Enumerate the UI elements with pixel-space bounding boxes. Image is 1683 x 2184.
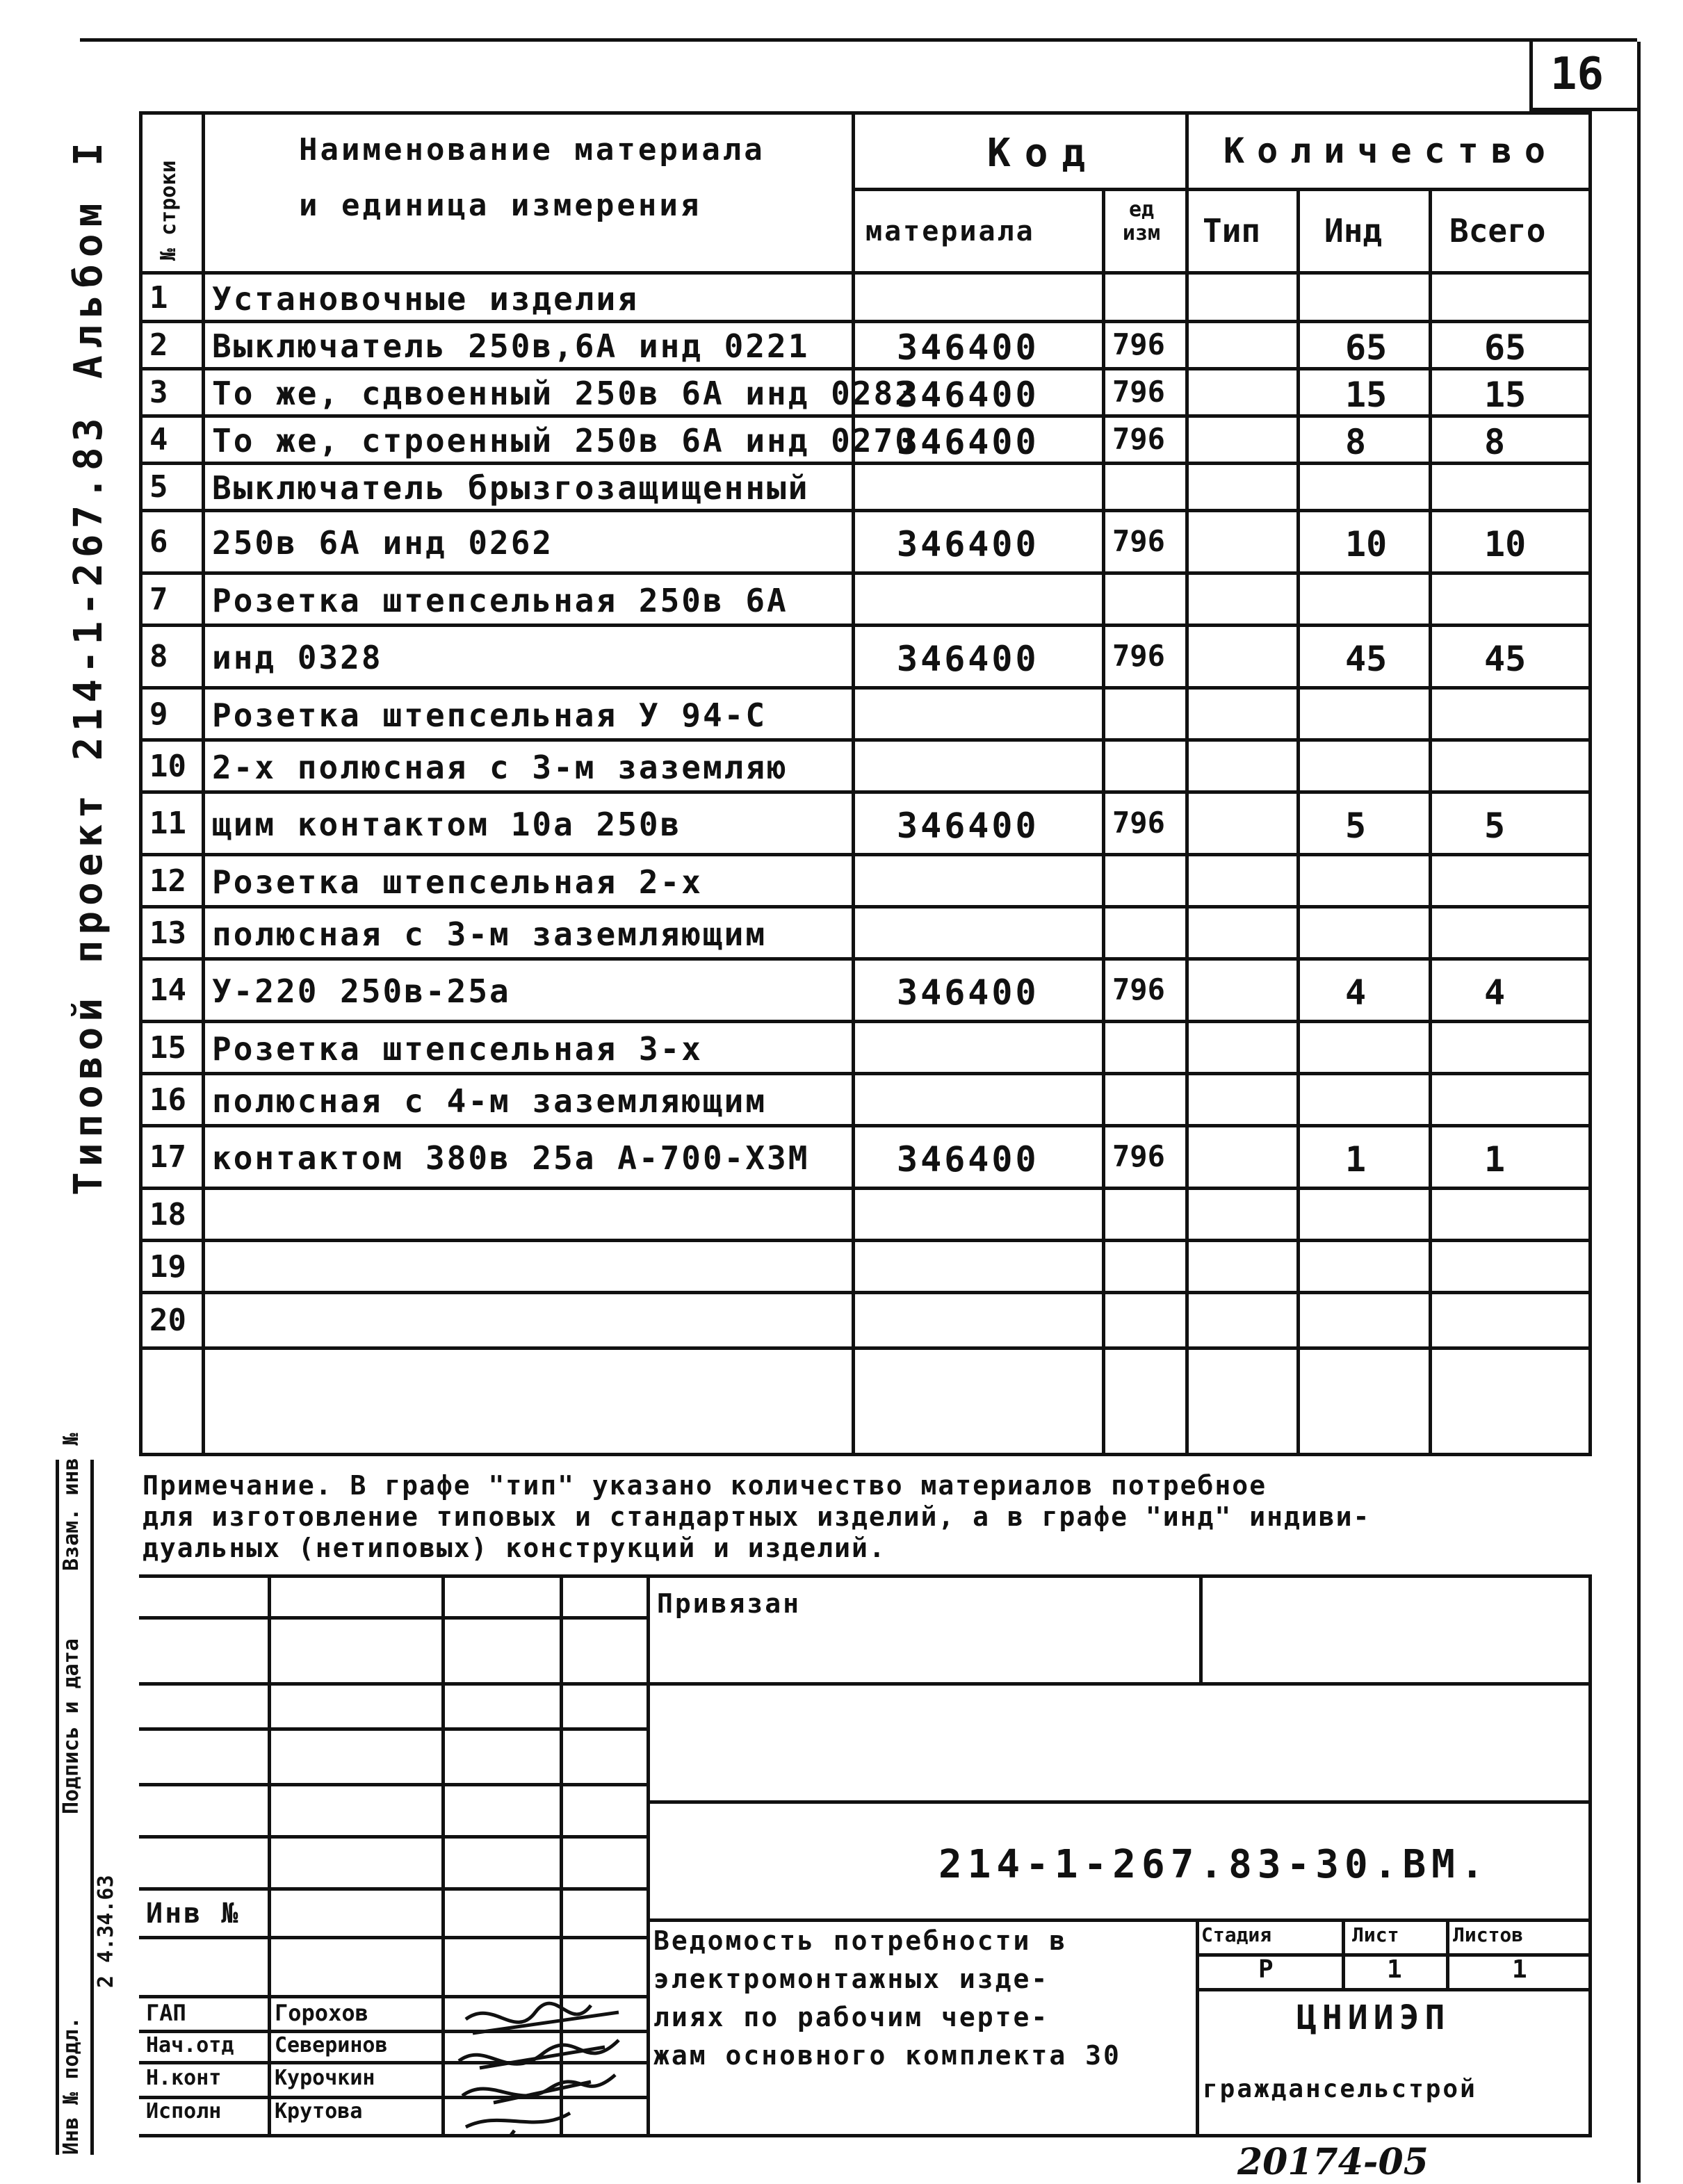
- row-number-cell: 18: [149, 1196, 186, 1232]
- row-ind-cell: 65: [1345, 327, 1388, 368]
- row-name-cell: контактом 380в 25а А-700-ХЗМ: [212, 1139, 810, 1177]
- row-total-cell: 10: [1484, 524, 1527, 564]
- table-row: [139, 1126, 1592, 1189]
- sheet-value: 1: [1387, 1955, 1402, 1984]
- table-row: [139, 464, 1592, 511]
- table-row: [139, 1074, 1592, 1126]
- row-total-cell: 8: [1484, 422, 1506, 462]
- table-row: [139, 1293, 1592, 1348]
- row-ind-cell: 4: [1345, 972, 1367, 1013]
- row-number-cell: 16: [149, 1082, 186, 1118]
- sheets-value: 1: [1512, 1955, 1527, 1984]
- row-ind-cell: 5: [1345, 806, 1367, 846]
- table-row: [139, 1022, 1592, 1074]
- album-label: Альбом I: [66, 136, 111, 379]
- row-code-cell: 346400: [897, 806, 1039, 846]
- org-line-2: граждансельстрой: [1203, 2075, 1477, 2103]
- row-number-cell: 9: [149, 696, 168, 732]
- row-unit-cell: 796: [1112, 327, 1165, 361]
- row-total-cell: 45: [1484, 639, 1527, 679]
- header-total: Всего: [1449, 212, 1546, 250]
- table-row: [139, 369, 1592, 416]
- table-row: [139, 511, 1592, 573]
- row-code-cell: 346400: [897, 524, 1039, 564]
- header-typ: Тип: [1203, 212, 1261, 250]
- table-row: [139, 855, 1592, 907]
- left-stamp-label-2: Подпись и дата: [59, 1638, 83, 1814]
- person-name-4: Крутова: [275, 2099, 363, 2124]
- page-number: 16: [1550, 49, 1604, 100]
- sheets-label: Листов: [1453, 1923, 1524, 1946]
- title-line-1: Ведомость потребности в: [653, 1925, 1068, 1956]
- row-unit-cell: 796: [1112, 972, 1165, 1007]
- top-border: [80, 38, 1637, 42]
- table-row: [139, 907, 1592, 959]
- row-name-cell: Выключатель 250в,6А инд 0221: [212, 327, 810, 365]
- signatures-image: [452, 1991, 633, 2137]
- row-number-cell: 15: [149, 1029, 186, 1066]
- row-number-cell: 19: [149, 1248, 186, 1285]
- table-row: [139, 1241, 1592, 1293]
- row-total-cell: 1: [1484, 1139, 1506, 1180]
- left-stamp-border-2: [90, 1460, 94, 2155]
- row-name-cell: полюсная с 3-м заземляющим: [212, 915, 767, 953]
- row-ind-cell: 45: [1345, 639, 1388, 679]
- table-row: [139, 740, 1592, 792]
- row-name-cell: щим контактом 10а 250в: [212, 806, 682, 843]
- row-number-cell: 1: [149, 280, 168, 316]
- privyazan-label: Привязан: [657, 1588, 802, 1619]
- row-unit-cell: 796: [1112, 806, 1165, 840]
- row-code-cell: 346400: [897, 327, 1039, 368]
- table-row: [139, 275, 1592, 322]
- row-code-cell: 346400: [897, 1139, 1039, 1180]
- row-name-cell: полюсная с 4-м заземляющим: [212, 1082, 767, 1120]
- left-stamp-label-3: Взам. инв №: [59, 1433, 83, 1571]
- row-ind-cell: 8: [1345, 422, 1367, 462]
- document-code: 214-1-267.83-30.ВМ.: [938, 1842, 1490, 1887]
- row-number-cell: 20: [149, 1303, 186, 1338]
- table-row: [139, 416, 1592, 464]
- row-number-cell: 13: [149, 915, 186, 951]
- table-row: [139, 792, 1592, 855]
- header-quantity: Количество: [1223, 131, 1559, 171]
- person-role-3: Н.конт: [146, 2066, 222, 2090]
- row-name-cell: Розетка штепсельная У 94-С: [212, 696, 767, 734]
- row-total-cell: 15: [1484, 375, 1527, 415]
- row-unit-cell: 796: [1112, 1139, 1165, 1173]
- row-name-cell: То же, сдвоенный 250в 6А инд 0282: [212, 375, 916, 412]
- person-role-1: ГАП: [146, 2000, 186, 2026]
- note-line-3: дуальных (нетиповых) конструкций и изделий.: [143, 1533, 886, 1563]
- row-name-cell: То же, строенный 250в 6А инд 0270: [212, 422, 916, 459]
- row-ind-cell: 15: [1345, 375, 1388, 415]
- project-label: Типовой проект 214-1-267.83: [66, 412, 111, 1196]
- sheet-label: Лист: [1352, 1923, 1399, 1946]
- row-number-cell: 5: [149, 469, 168, 505]
- row-number-cell: 6: [149, 524, 168, 560]
- row-name-cell: Розетка штепсельная 2-х: [212, 863, 703, 901]
- row-code-cell: 346400: [897, 422, 1039, 462]
- row-name-cell: Розетка штепсельная 250в 6А: [212, 581, 788, 619]
- person-name-3: Курочкин: [275, 2066, 375, 2090]
- row-ind-cell: 10: [1345, 524, 1388, 564]
- org-line-1: ЦНИИЭП: [1296, 1998, 1451, 2037]
- row-code-cell: 346400: [897, 375, 1039, 415]
- inv-no-label: Инв №: [146, 1898, 241, 1930]
- table-row: [139, 573, 1592, 626]
- row-code-cell: 346400: [897, 639, 1039, 679]
- row-code-cell: 346400: [897, 972, 1039, 1013]
- row-name-cell: Выключатель брызгозащищенный: [212, 469, 810, 507]
- title-line-3: лиях по рабочим черте-: [653, 2002, 1050, 2032]
- row-unit-cell: 796: [1112, 375, 1165, 409]
- stage-label: Стадия: [1201, 1923, 1272, 1946]
- person-role-4: Исполн: [146, 2099, 222, 2124]
- row-name-cell: 250в 6А инд 0262: [212, 524, 554, 562]
- table-row: [139, 626, 1592, 688]
- row-name-cell: Розетка штепсельная 3-х: [212, 1029, 703, 1068]
- row-number-cell: 4: [149, 422, 168, 457]
- title-line-4: жам основного комплекта 30: [653, 2040, 1121, 2071]
- person-name-2: Северинов: [275, 2033, 388, 2057]
- row-total-cell: 4: [1484, 972, 1506, 1013]
- person-name-1: Горохов: [275, 2000, 368, 2026]
- row-total-cell: 5: [1484, 806, 1506, 846]
- table-row: [139, 688, 1592, 740]
- person-role-2: Нач.отд: [146, 2033, 234, 2057]
- row-unit-cell: 796: [1112, 422, 1165, 456]
- row-name-cell: 2-х полюсная с 3-м заземляю: [212, 748, 788, 786]
- row-number-cell: 17: [149, 1139, 186, 1175]
- row-number-cell: 11: [149, 806, 186, 841]
- left-stamp-label-1: Инв № подл.: [59, 2016, 83, 2155]
- header-row-no: № строки: [156, 160, 181, 261]
- row-number-cell: 12: [149, 863, 186, 899]
- header-name-1: Наименование материала: [299, 132, 765, 168]
- stage-value: Р: [1258, 1955, 1274, 1984]
- header-unit: ед изм: [1122, 197, 1161, 245]
- right-margin-line: [1637, 42, 1641, 2183]
- note-line-1: Примечание. В графе "тип" указано количество материалов потребное: [143, 1470, 1267, 1501]
- left-stamp-code: 2 4.34.63: [94, 1875, 118, 1988]
- row-number-cell: 10: [149, 748, 186, 784]
- header-material: материала: [865, 215, 1035, 247]
- materials-table: [139, 111, 1592, 1453]
- note-line-2: для изготовление типовых и стандартных изделий, а в графе "инд" индиви-: [143, 1501, 1371, 1532]
- row-name-cell: Установочные изделия: [212, 280, 639, 318]
- table-row: [139, 322, 1592, 369]
- title-block: [139, 1574, 1592, 2137]
- header-code: Код: [987, 131, 1100, 176]
- header-ind: Инд: [1324, 212, 1383, 250]
- row-number-cell: 3: [149, 375, 168, 410]
- row-total-cell: 65: [1484, 327, 1527, 368]
- row-ind-cell: 1: [1345, 1139, 1367, 1180]
- title-line-2: электромонтажных изде-: [653, 1964, 1050, 1994]
- row-number-cell: 14: [149, 972, 186, 1008]
- row-name-cell: инд 0328: [212, 639, 383, 676]
- row-number-cell: 8: [149, 639, 168, 674]
- row-number-cell: 2: [149, 327, 168, 363]
- row-number-cell: 7: [149, 581, 168, 617]
- header-name-2: и единица измерения: [299, 188, 702, 223]
- row-name-cell: У-220 250в-25а: [212, 972, 511, 1010]
- row-unit-cell: 796: [1112, 639, 1165, 673]
- table-row: [139, 959, 1592, 1022]
- table-row: [139, 1189, 1592, 1241]
- row-unit-cell: 796: [1112, 524, 1165, 558]
- bottom-number: 20174-05: [1237, 2141, 1429, 2183]
